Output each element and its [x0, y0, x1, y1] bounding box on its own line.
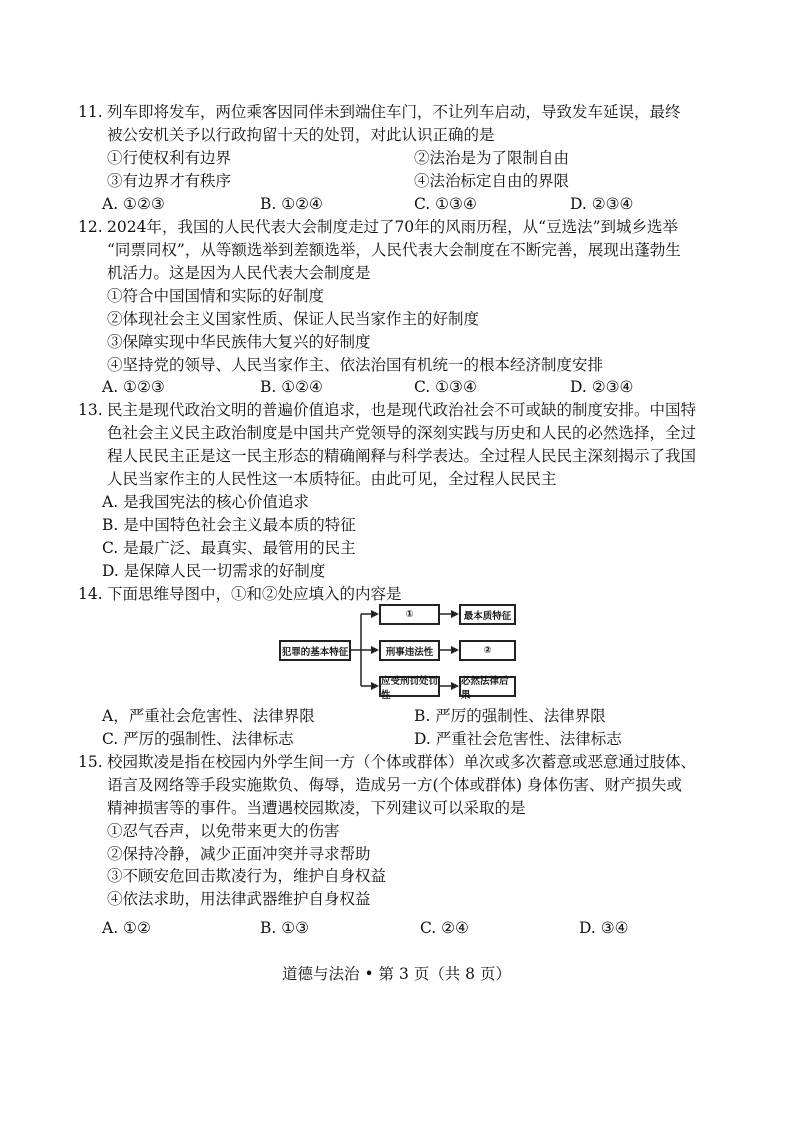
q13-stem-line3: 程人民民主正是这一民主形态的精确阐释与科学表达。全过程人民民主深刻揭示了我国	[107, 447, 697, 465]
q12-option-a: A. ①②③	[102, 378, 165, 396]
q11-stem-line2: 被公安机关予以行政拘留十天的处罚，对此认识正确的是	[107, 126, 495, 144]
q14-option-d: D. 严重社会危害性、法律标志	[414, 730, 622, 748]
q15-statement-1: ①忍气吞声，以免带来更大的伤害	[107, 822, 340, 840]
q15-number: 15.	[78, 753, 103, 771]
q13-stem-line1: 民主是现代政治文明的普遍价值追求，也是现代政治社会不可或缺的制度安排。中国特	[107, 401, 697, 419]
q12-stem-line2: “同票同权”，从等额选举到差额选举，人民代表大会制度在不断完善，展现出蓬勃生	[107, 241, 681, 259]
mind-result-1: 最本质特征	[459, 604, 516, 625]
q14-option-a: A，严重社会危害性、法律界限	[102, 707, 315, 725]
q15-stem-line2: 语言及网络等手段实施欺负、侮辱，造成另一方(个体或群体) 身体伤害、财产损失或	[107, 776, 683, 794]
q12-option-d: D. ②③④	[570, 378, 634, 396]
q12-statement-4: ④坚持党的领导、人民当家作主、依法治国有机统一的根本经济制度安排	[107, 356, 604, 374]
q12-number: 12.	[78, 218, 103, 236]
q15-stem-line1: 校园欺凌是指在校园内外学生间一方（个体或群体）单次或多次蓄意或恶意通过肢体、	[107, 753, 697, 771]
mind-map	[279, 600, 519, 700]
q13-option-b: B. 是中国特色社会主义最本质的特征	[102, 516, 356, 534]
q13-stem-line2: 色社会主义民主政治制度是中国共产党领导的深刻实践与历史和人民的必然选择，全过	[107, 424, 697, 442]
mind-branch-2: 刑事违法性	[379, 640, 440, 661]
q11-statement-1: ①行使权利有边界	[107, 149, 232, 167]
q13-option-d: D. 是保障人民一切需求的好制度	[102, 562, 326, 580]
q14-option-c: C. 严厉的强制性、法律标志	[102, 730, 294, 748]
mind-branch-1: ①	[379, 604, 440, 625]
q11-stem-line1: 列车即将发车，两位乘客因同伴未到端住车门，不让列车启动，导致发车延误，最终	[107, 103, 681, 121]
q13-option-c: C. 是最广泛、最真实、最管用的民主	[102, 539, 356, 557]
q15-statement-4: ④依法求助，用法律武器维护自身权益	[107, 890, 371, 908]
q12-statement-3: ③保障实现中华民族伟大复兴的好制度	[107, 333, 371, 351]
q13-stem-line4: 人民当家作主的人民性这一本质特征。由此可见，全过程人民民主	[107, 470, 557, 488]
q15-option-d: D. ③④	[579, 919, 629, 937]
q14-stem: 下面思维导图中，①和②处应填入的内容是	[107, 585, 402, 603]
q12-option-b: B. ①②④	[260, 378, 323, 396]
q12-statement-1: ①符合中国国情和实际的好制度	[107, 287, 325, 305]
q11-option-c: C. ①③④	[414, 195, 477, 213]
q15-stem-line3: 精神损害等的事件。当遭遇校园欺凌，下列建议可以采取的是	[107, 799, 526, 817]
page-footer: 道德与法治 • 第 3 页（共 8 页）	[282, 965, 511, 983]
q11-option-b: B. ①②④	[260, 195, 323, 213]
q11-number: 11.	[78, 103, 103, 121]
q11-option-a: A. ①②③	[102, 195, 165, 213]
q11-statement-2: ②法治是为了限制自由	[414, 149, 570, 167]
q12-stem-line3: 机活力。这是因为人民代表大会制度是	[107, 264, 371, 282]
mind-branch-3: 应受刑罚处罚性	[381, 675, 439, 701]
q11-statement-4: ④法治标定自由的界限	[414, 172, 570, 190]
q12-stem-line1: 2024年，我国的人民代表大会制度走过了70年的风雨历程，从“豆选法”到城乡选举	[107, 218, 679, 236]
q13-option-a: A. 是我国宪法的核心价值追求	[102, 493, 310, 511]
q13-number: 13.	[78, 401, 103, 419]
q15-option-b: B. ①③	[260, 919, 310, 937]
q14-option-b: B. 严厉的强制性、法律界限	[414, 707, 606, 725]
q12-option-c: C. ①③④	[414, 378, 477, 396]
mind-result-3: 必然法律后果	[459, 676, 516, 697]
q12-statement-2: ②体现社会主义国家性质、保证人民当家作主的好制度	[107, 310, 480, 328]
q15-option-a: A. ①②	[102, 919, 151, 937]
q11-statement-3: ③有边界才有秩序	[107, 172, 232, 190]
mind-root-node: 犯罪的基本特征	[279, 640, 351, 661]
q14-number: 14.	[78, 585, 103, 603]
q15-statement-3: ③不顾安危回击欺凌行为，维护自身权益	[107, 867, 387, 885]
q15-statement-2: ②保持冷静，减少正面冲突并寻求帮助	[107, 845, 371, 863]
q15-option-c: C. ②④	[420, 919, 469, 937]
q11-option-d: D. ②③④	[570, 195, 634, 213]
mind-result-2: ②	[459, 640, 516, 661]
